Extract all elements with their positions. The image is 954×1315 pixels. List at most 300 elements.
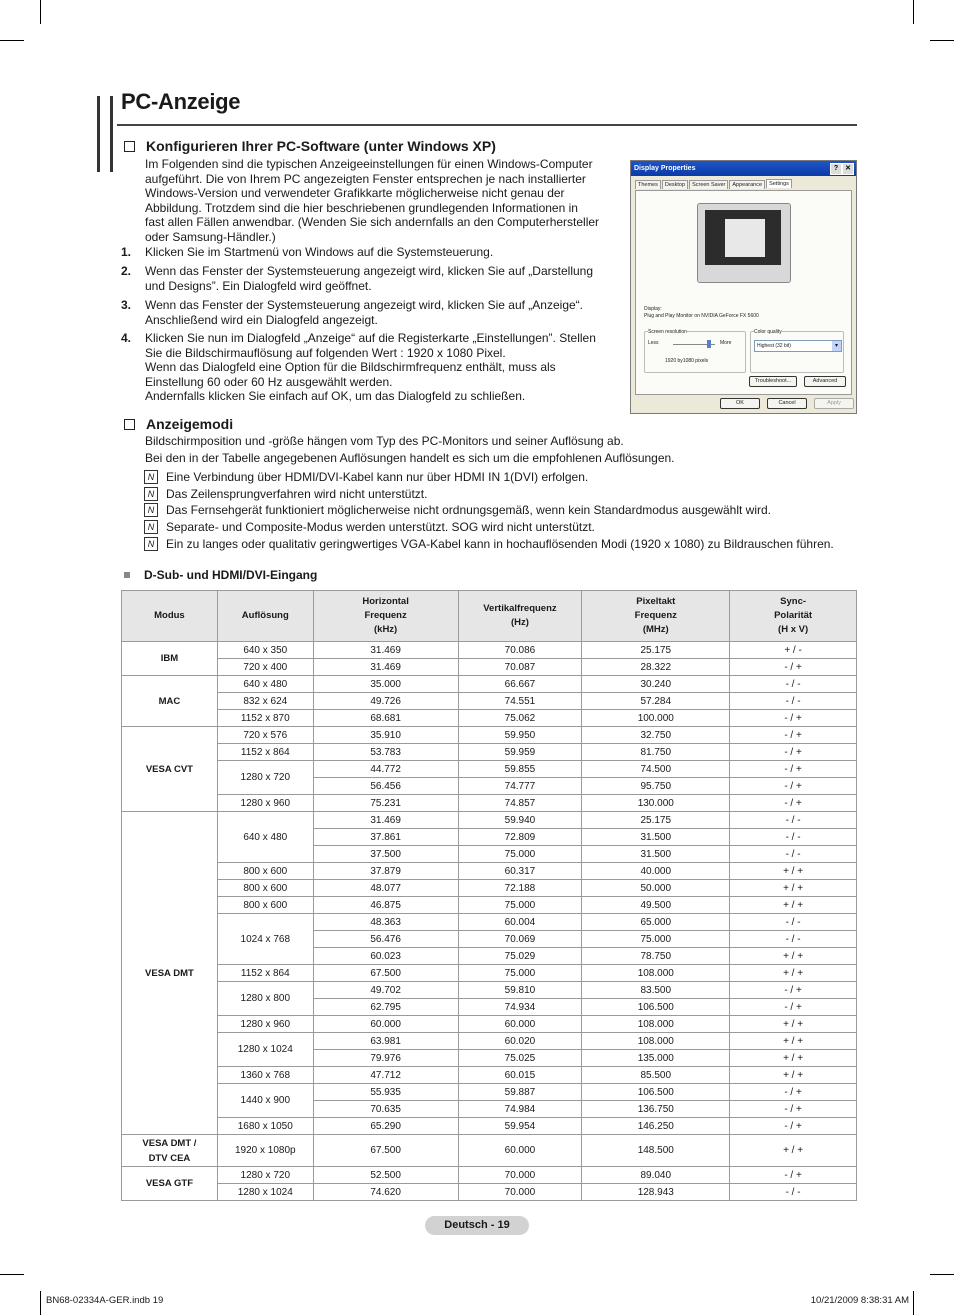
resolution-cell: 1280 x 960 bbox=[217, 795, 313, 812]
value-cell: 37.879 bbox=[313, 863, 458, 880]
modus-cell bbox=[122, 642, 218, 676]
value-cell: - / - bbox=[730, 846, 857, 863]
table-row bbox=[122, 727, 857, 744]
value-cell: 106.500 bbox=[582, 999, 730, 1016]
table-row bbox=[122, 1016, 857, 1033]
modus-text: IBM bbox=[160, 653, 179, 664]
screen-window bbox=[725, 219, 765, 257]
header-text: Frequenz bbox=[364, 610, 407, 621]
value-cell: 108.000 bbox=[582, 1016, 730, 1033]
value-cell: 59.810 bbox=[458, 982, 582, 999]
resolution-cell: 640 x 480 bbox=[217, 812, 313, 863]
value-cell: 70.635 bbox=[313, 1101, 458, 1118]
note-pencil-icon: N bbox=[144, 537, 158, 551]
value-cell: 72.809 bbox=[458, 829, 582, 846]
value-cell: - / - bbox=[730, 812, 857, 829]
value-cell: 62.795 bbox=[313, 999, 458, 1016]
table-row bbox=[122, 1084, 857, 1101]
note-pencil-icon: N bbox=[144, 470, 158, 484]
value-cell: - / + bbox=[730, 982, 857, 999]
table-row bbox=[122, 659, 857, 676]
table-row bbox=[122, 982, 857, 999]
value-cell: 74.500 bbox=[582, 761, 730, 778]
dialog-title: Display Properties bbox=[634, 165, 696, 172]
resolution-cell: 640 x 350 bbox=[217, 642, 313, 659]
step-2 bbox=[121, 264, 611, 293]
value-cell: - / + bbox=[730, 1101, 857, 1118]
header-text: Sync- bbox=[780, 596, 807, 607]
chevron-down-icon[interactable]: ▾ bbox=[832, 341, 841, 351]
apply-button[interactable]: Apply bbox=[814, 398, 854, 409]
note-3 bbox=[144, 503, 771, 517]
resolution-cell: 832 x 624 bbox=[217, 693, 313, 710]
value-cell: 48.077 bbox=[313, 880, 458, 897]
section-heading-anzeigemodi bbox=[121, 416, 233, 432]
table-row bbox=[122, 1067, 857, 1084]
resolution-cell: 1280 x 960 bbox=[217, 1016, 313, 1033]
resolution-cell: 720 x 400 bbox=[217, 659, 313, 676]
note-text: Separate- und Composite-Modus werden unterstützt. SOG wird nicht unterstützt. bbox=[166, 520, 595, 534]
value-cell: 60.000 bbox=[458, 1016, 582, 1033]
modus-cell bbox=[122, 727, 218, 812]
modus-text: VESA DMT bbox=[145, 967, 194, 979]
value-cell: - / + bbox=[730, 795, 857, 812]
color-quality-group bbox=[750, 331, 844, 373]
dialog-titlebar bbox=[631, 161, 856, 176]
value-cell: 31.469 bbox=[313, 642, 458, 659]
note-pencil-icon: N bbox=[144, 503, 158, 517]
title-rule bbox=[117, 124, 857, 126]
column-header bbox=[313, 591, 458, 642]
resolution-cell: 1280 x 1024 bbox=[217, 1184, 313, 1201]
value-cell: 56.456 bbox=[313, 778, 458, 795]
step-text: Sie die Bildschirmauflösung auf folgenden Wert : 1920 x 1080 Pixel. bbox=[145, 345, 506, 360]
value-cell: 67.500 bbox=[313, 965, 458, 982]
close-icon[interactable]: ✕ bbox=[842, 163, 854, 175]
table-row bbox=[122, 1118, 857, 1135]
section-heading-text: Konfigurieren Ihrer PC-Software (unter Windows XP) bbox=[146, 138, 496, 154]
crop-mark bbox=[40, 1291, 41, 1315]
intro-line: Windows-Version und verwendeter Grafikkarte möglicherweise nicht genau der bbox=[145, 186, 565, 200]
value-cell: + / + bbox=[730, 1016, 857, 1033]
value-cell: 52.500 bbox=[313, 1167, 458, 1184]
table-subheading bbox=[124, 568, 317, 582]
modus-text: MAC bbox=[158, 695, 181, 707]
resolution-cell: 1280 x 720 bbox=[217, 1167, 313, 1184]
value-cell: 59.954 bbox=[458, 1118, 582, 1135]
table-row bbox=[122, 1167, 857, 1184]
value-cell: 55.935 bbox=[313, 1084, 458, 1101]
modus-cell bbox=[122, 812, 218, 1135]
value-cell: + / + bbox=[730, 897, 857, 914]
value-cell: 25.175 bbox=[582, 812, 730, 829]
resolution-cell: 1920 x 1080p bbox=[217, 1135, 313, 1167]
value-cell: 89.040 bbox=[582, 1167, 730, 1184]
resolution-cell: 640 x 480 bbox=[217, 676, 313, 693]
value-cell: 78.750 bbox=[582, 948, 730, 965]
value-cell: - / + bbox=[730, 710, 857, 727]
modus-text: DTV CEA bbox=[148, 1152, 191, 1164]
troubleshoot-button[interactable]: Troubleshoot... bbox=[749, 376, 797, 387]
crop-mark bbox=[913, 0, 914, 24]
value-cell: + / + bbox=[730, 880, 857, 897]
value-cell: 70.000 bbox=[458, 1184, 582, 1201]
tab-settings[interactable]: Settings bbox=[766, 179, 792, 188]
intro-line: fast allen Fällen anwendbar. (Wenden Sie sich andernfalls an den Computerhersteller bbox=[145, 215, 600, 229]
value-cell: - / - bbox=[730, 931, 857, 948]
value-cell: 31.500 bbox=[582, 829, 730, 846]
color-quality-select[interactable] bbox=[754, 340, 842, 352]
value-cell: 47.712 bbox=[313, 1067, 458, 1084]
value-cell: - / + bbox=[730, 1118, 857, 1135]
less-label: Less bbox=[648, 340, 659, 346]
page-title: PC-Anzeige bbox=[121, 89, 241, 114]
value-cell: 35.910 bbox=[313, 727, 458, 744]
header-text: (Hz) bbox=[510, 617, 529, 628]
table-body bbox=[122, 642, 857, 1201]
value-cell: 28.322 bbox=[582, 659, 730, 676]
modus-cell bbox=[122, 676, 218, 727]
value-cell: 130.000 bbox=[582, 795, 730, 812]
resolution-cell: 1360 x 768 bbox=[217, 1067, 313, 1084]
table-row bbox=[122, 744, 857, 761]
resolution-cell: 1280 x 720 bbox=[217, 761, 313, 795]
modus-text: VESA GTF bbox=[145, 1178, 193, 1189]
anzeigemodi-paragraph bbox=[145, 434, 845, 465]
column-header bbox=[217, 591, 313, 642]
crop-mark bbox=[40, 0, 41, 24]
resolution-cell: 800 x 600 bbox=[217, 897, 313, 914]
resolution-cell: 1440 x 900 bbox=[217, 1084, 313, 1118]
value-cell: 60.015 bbox=[458, 1067, 582, 1084]
value-cell: 108.000 bbox=[582, 965, 730, 982]
value-cell: 148.500 bbox=[582, 1135, 730, 1167]
paragraph-line: Bildschirmposition und -größe hängen vom Typ des PC-Monitors und seiner Auflösung ab. bbox=[145, 434, 624, 448]
table-row bbox=[122, 914, 857, 931]
value-cell: 146.250 bbox=[582, 1118, 730, 1135]
header-text: (MHz) bbox=[642, 624, 669, 635]
cancel-button[interactable]: Cancel bbox=[767, 398, 807, 409]
crop-mark bbox=[913, 1291, 914, 1315]
value-cell: 79.976 bbox=[313, 1050, 458, 1067]
note-pencil-icon: N bbox=[144, 520, 158, 534]
value-cell: 75.025 bbox=[458, 1050, 582, 1067]
value-cell: 59.940 bbox=[458, 812, 582, 829]
value-cell: 95.750 bbox=[582, 778, 730, 795]
value-cell: 83.500 bbox=[582, 982, 730, 999]
column-header bbox=[730, 591, 857, 642]
value-cell: 59.855 bbox=[458, 761, 582, 778]
value-cell: 68.681 bbox=[313, 710, 458, 727]
paragraph-line: Bei den in der Tabelle angegebenen Auflösungen handelt es sich um die empfohlenen Auflösungen. bbox=[145, 450, 675, 465]
resolution-cell: 800 x 600 bbox=[217, 863, 313, 880]
table-row bbox=[122, 1184, 857, 1201]
value-cell: - / + bbox=[730, 999, 857, 1016]
value-cell: 74.934 bbox=[458, 999, 582, 1016]
step-text: Wenn das Fenster der Systemsteuerung angezeigt wird, klicken Sie auf „Darstellung bbox=[145, 264, 594, 278]
value-cell: 106.500 bbox=[582, 1084, 730, 1101]
footer-date: 10/21/2009 8:38:31 AM bbox=[810, 1295, 909, 1306]
value-cell: 53.783 bbox=[313, 744, 458, 761]
value-cell: 44.772 bbox=[313, 761, 458, 778]
table-row bbox=[122, 1135, 857, 1167]
value-cell: 74.857 bbox=[458, 795, 582, 812]
color-quality-value: Highest (32 bit) bbox=[757, 343, 791, 349]
value-cell: 60.023 bbox=[313, 948, 458, 965]
note-text: Ein zu langes oder qualitativ geringwertiges VGA-Kabel kann in hochauflösenden Modi (1920 x 1080) zu Bildrauschen führen. bbox=[166, 537, 834, 551]
value-cell: 100.000 bbox=[582, 710, 730, 727]
value-cell: - / - bbox=[730, 1184, 857, 1201]
value-cell: - / + bbox=[730, 744, 857, 761]
resolution-cell: 1152 x 870 bbox=[217, 710, 313, 727]
help-icon[interactable]: ? bbox=[830, 163, 842, 175]
table-row bbox=[122, 863, 857, 880]
value-cell: - / + bbox=[730, 778, 857, 795]
table-row bbox=[122, 1033, 857, 1050]
value-cell: - / - bbox=[730, 914, 857, 931]
value-cell: - / + bbox=[730, 659, 857, 676]
value-cell: - / - bbox=[730, 676, 857, 693]
intro-line: Abbildung. Trotzdem sind die hier beschriebenen grundlegenden Informationen in bbox=[145, 200, 578, 215]
value-cell: 70.069 bbox=[458, 931, 582, 948]
value-cell: 75.029 bbox=[458, 948, 582, 965]
checkbox-bullet-icon bbox=[124, 141, 135, 152]
value-cell: 75.000 bbox=[458, 965, 582, 982]
header-text: Auflösung bbox=[241, 610, 289, 621]
step-text: Andernfalls klicken Sie einfach auf OK, um das Dialogfeld zu schließen. bbox=[145, 389, 526, 403]
value-cell: 75.000 bbox=[458, 846, 582, 863]
note-text: Das Fernsehgerät funktioniert möglicherweise nicht ordnungsgemäß, wenn kein Standardmodus ausgewählt wird. bbox=[166, 503, 771, 517]
value-cell: 136.750 bbox=[582, 1101, 730, 1118]
column-header bbox=[122, 591, 218, 642]
resolution-cell: 1152 x 864 bbox=[217, 744, 313, 761]
table-row bbox=[122, 642, 857, 659]
step-text: Wenn das Dialogfeld eine Option für die Bildschirmfrequenz enthält, muss als bbox=[145, 360, 556, 374]
checkbox-bullet-icon bbox=[124, 419, 135, 430]
step-text: Anschließend wird ein Dialogfeld angezeigt. bbox=[145, 312, 378, 327]
value-cell: 74.984 bbox=[458, 1101, 582, 1118]
value-cell: 59.959 bbox=[458, 744, 582, 761]
value-cell: 70.000 bbox=[458, 1167, 582, 1184]
step-number: 2. bbox=[121, 264, 132, 278]
header-text: (kHz) bbox=[374, 624, 398, 635]
value-cell: 128.943 bbox=[582, 1184, 730, 1201]
header-text: Vertikalfrequenz bbox=[483, 603, 557, 614]
header-text: (H x V) bbox=[778, 624, 809, 635]
value-cell: 74.777 bbox=[458, 778, 582, 795]
value-cell: 31.469 bbox=[313, 659, 458, 676]
slider-thumb[interactable] bbox=[707, 340, 711, 348]
resolution-cell: 1680 x 1050 bbox=[217, 1118, 313, 1135]
value-cell: 67.500 bbox=[313, 1135, 458, 1167]
table-row bbox=[122, 676, 857, 693]
page-number: Deutsch - 19 bbox=[425, 1216, 529, 1235]
intro-line: aufgeführt. Die von Ihrem PC angezeigten Fenster entsprechen je nach installierter bbox=[145, 171, 586, 186]
value-cell: 75.000 bbox=[458, 897, 582, 914]
resolution-label: Screen resolution bbox=[648, 329, 687, 335]
value-cell: - / + bbox=[730, 727, 857, 744]
value-cell: 66.667 bbox=[458, 676, 582, 693]
value-cell: 31.500 bbox=[582, 846, 730, 863]
subheading-text: D-Sub- und HDMI/DVI-Eingang bbox=[144, 568, 318, 582]
resolution-cell: 1280 x 1024 bbox=[217, 1033, 313, 1067]
step-1 bbox=[121, 245, 611, 260]
modus-cell bbox=[122, 1135, 218, 1167]
note-pencil-icon: N bbox=[144, 487, 158, 501]
step-3 bbox=[121, 298, 611, 327]
ok-button[interactable]: OK bbox=[720, 398, 760, 409]
table-row bbox=[122, 795, 857, 812]
step-text: Klicken Sie im Startmenü von Windows auf die Systemsteuerung. bbox=[145, 245, 494, 259]
value-cell: 70.087 bbox=[458, 659, 582, 676]
value-cell: 49.500 bbox=[582, 897, 730, 914]
value-cell: - / + bbox=[730, 1167, 857, 1184]
value-cell: 25.175 bbox=[582, 642, 730, 659]
table-header-row bbox=[122, 591, 857, 642]
value-cell: 59.950 bbox=[458, 727, 582, 744]
display-value: Plug and Play Monitor on NVIDIA GeForce FX 5600 bbox=[644, 313, 759, 319]
display-label: Display: bbox=[644, 306, 662, 312]
value-cell: - / + bbox=[730, 1084, 857, 1101]
resolution-cell: 800 x 600 bbox=[217, 880, 313, 897]
step-number: 3. bbox=[121, 298, 132, 312]
value-cell: + / + bbox=[730, 863, 857, 880]
crop-mark bbox=[930, 40, 954, 41]
value-cell: 74.620 bbox=[313, 1184, 458, 1201]
value-cell: 75.062 bbox=[458, 710, 582, 727]
value-cell: + / + bbox=[730, 1135, 857, 1167]
tab-desktop[interactable]: Desktop bbox=[662, 180, 688, 189]
value-cell: + / + bbox=[730, 965, 857, 982]
step-text: und Designs”. Ein Dialogfeld wird geöffnet. bbox=[145, 278, 372, 293]
color-quality-label: Color quality bbox=[754, 329, 782, 335]
value-cell: 56.476 bbox=[313, 931, 458, 948]
step-number: 4. bbox=[121, 331, 132, 345]
step-number: 1. bbox=[121, 245, 132, 259]
step-4 bbox=[121, 331, 611, 404]
value-cell: - / - bbox=[730, 693, 857, 710]
header-text: Pixeltakt bbox=[636, 596, 676, 607]
column-header bbox=[458, 591, 582, 642]
value-cell: 60.317 bbox=[458, 863, 582, 880]
value-cell: 35.000 bbox=[313, 676, 458, 693]
value-cell: 46.875 bbox=[313, 897, 458, 914]
header-text: Frequenz bbox=[634, 610, 677, 621]
value-cell: 40.000 bbox=[582, 863, 730, 880]
square-bullet-icon bbox=[124, 572, 130, 578]
modus-text: VESA CVT bbox=[145, 763, 193, 775]
value-cell: 30.240 bbox=[582, 676, 730, 693]
crop-mark bbox=[930, 1274, 954, 1275]
monitor-screen bbox=[705, 210, 781, 265]
value-cell: 59.887 bbox=[458, 1084, 582, 1101]
advanced-button[interactable]: Advanced bbox=[804, 376, 846, 387]
value-cell: - / - bbox=[730, 829, 857, 846]
table-row bbox=[122, 812, 857, 829]
tab-themes[interactable]: Themes bbox=[635, 180, 661, 189]
value-cell: 49.726 bbox=[313, 693, 458, 710]
tab-appearance[interactable]: Appearance bbox=[729, 180, 765, 189]
footer-file: BN68-02334A-GER.indb 19 bbox=[46, 1295, 164, 1306]
value-cell: 60.000 bbox=[313, 1016, 458, 1033]
resolution-cell: 1024 x 768 bbox=[217, 914, 313, 965]
value-cell: 135.000 bbox=[582, 1050, 730, 1067]
crop-mark bbox=[0, 1274, 24, 1275]
table-row bbox=[122, 880, 857, 897]
value-cell: 48.363 bbox=[313, 914, 458, 931]
table-row bbox=[122, 897, 857, 914]
header-text: Polarität bbox=[774, 610, 813, 621]
resolution-cell: 720 x 576 bbox=[217, 727, 313, 744]
resolution-value: 1920 by1080 pixels bbox=[665, 358, 709, 364]
crop-mark bbox=[0, 40, 24, 41]
tab-screen-saver[interactable]: Screen Saver bbox=[689, 180, 728, 189]
dialog-tabs bbox=[635, 180, 793, 189]
step-text: Wenn das Fenster der Systemsteuerung angezeigt wird, klicken Sie auf „Anzeige“. bbox=[145, 298, 583, 312]
table-row bbox=[122, 710, 857, 727]
value-cell: 65.000 bbox=[582, 914, 730, 931]
value-cell: - / + bbox=[730, 761, 857, 778]
table-row bbox=[122, 693, 857, 710]
value-cell: + / + bbox=[730, 1067, 857, 1084]
note-2 bbox=[144, 487, 427, 501]
note-4 bbox=[144, 520, 595, 534]
value-cell: 60.000 bbox=[458, 1135, 582, 1167]
more-label: More bbox=[720, 340, 732, 346]
section-heading-text: Anzeigemodi bbox=[146, 416, 234, 432]
modus-text: VESA DMT / bbox=[142, 1137, 197, 1149]
table-row bbox=[122, 761, 857, 778]
value-cell: 63.981 bbox=[313, 1033, 458, 1050]
note-text: Das Zeilensprungverfahren wird nicht unterstützt. bbox=[166, 487, 428, 501]
modus-cell bbox=[122, 1167, 218, 1201]
column-header bbox=[582, 591, 730, 642]
value-cell: 72.188 bbox=[458, 880, 582, 897]
value-cell: 75.000 bbox=[582, 931, 730, 948]
value-cell: 75.231 bbox=[313, 795, 458, 812]
value-cell: 60.020 bbox=[458, 1033, 582, 1050]
value-cell: + / - bbox=[730, 642, 857, 659]
value-cell: + / + bbox=[730, 1033, 857, 1050]
header-text: Horizontal bbox=[362, 596, 409, 607]
value-cell: 85.500 bbox=[582, 1067, 730, 1084]
header-text: Modus bbox=[154, 610, 185, 621]
step-text: Einstellung 60 oder 60 Hz ausgewählt werden. bbox=[145, 374, 393, 389]
settings-panel bbox=[635, 190, 852, 395]
section-heading-software bbox=[121, 138, 496, 154]
value-cell: 60.004 bbox=[458, 914, 582, 931]
step-text: Klicken Sie nun im Dialogfeld „Anzeige“ auf die Registerkarte „Einstellungen”. Stellen bbox=[145, 331, 596, 345]
value-cell: 32.750 bbox=[582, 727, 730, 744]
title-bar-decoration bbox=[97, 96, 113, 172]
value-cell: + / + bbox=[730, 1050, 857, 1067]
value-cell: 70.086 bbox=[458, 642, 582, 659]
note-1 bbox=[144, 470, 588, 484]
value-cell: 108.000 bbox=[582, 1033, 730, 1050]
note-text: Eine Verbindung über HDMI/DVI-Kabel kann nur über HDMI IN 1(DVI) erfolgen. bbox=[166, 470, 589, 484]
value-cell: 74.551 bbox=[458, 693, 582, 710]
value-cell: 49.702 bbox=[313, 982, 458, 999]
note-5 bbox=[144, 537, 834, 551]
resolution-cell: 1280 x 800 bbox=[217, 982, 313, 1016]
value-cell: + / + bbox=[730, 948, 857, 965]
value-cell: 81.750 bbox=[582, 744, 730, 761]
value-cell: 50.000 bbox=[582, 880, 730, 897]
resolution-cell: 1152 x 864 bbox=[217, 965, 313, 982]
display-modes-table bbox=[121, 590, 857, 1201]
display-properties-dialog bbox=[630, 160, 857, 414]
value-cell: 65.290 bbox=[313, 1118, 458, 1135]
